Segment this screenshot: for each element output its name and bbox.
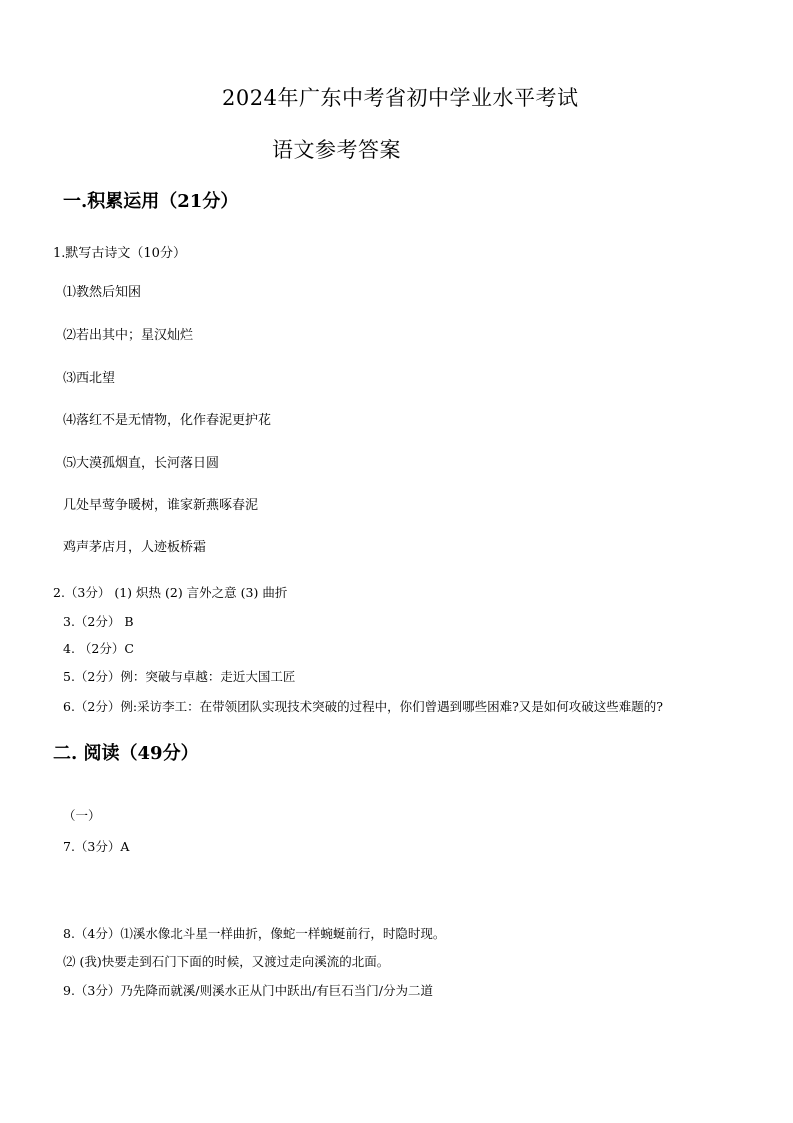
q1-item-5: ⑸大漠孤烟直，长河落日圆	[63, 456, 220, 471]
q1-item-6: 几处早莺争暖树，谁家新燕啄春泥	[63, 498, 259, 513]
q1-item-7: 鸡声茅店月，人迹板桥霜	[63, 540, 207, 555]
question-2: 2.（3分） (1) 炽热 (2) 言外之意 (3) 曲折	[53, 585, 288, 600]
q1-item-1: ⑴教然后知困	[63, 285, 142, 300]
q1-item-3: ⑶西北望	[63, 371, 116, 386]
question-5: 5.（2分）例：突破与卓越：走近大国工匠	[63, 669, 296, 684]
question-9: 9.（3分）乃先降而就溪/则溪水正从门中跃出/有巨石当门/分为二道	[63, 983, 434, 998]
question-1-label: 1.默写古诗文（10分）	[53, 246, 186, 261]
question-7: 7.（3分）A	[63, 839, 130, 854]
question-3: 3.（2分） B	[63, 614, 134, 629]
document-title: 2024年广东中考省初中学业水平考试	[222, 86, 579, 110]
question-8-part-2: ⑵ (我)快要走到石门下面的时候，又渡过走向溪流的北面。	[63, 954, 390, 969]
q1-item-4: ⑷落红不是无情物，化作春泥更护花	[63, 413, 272, 428]
question-8-part-1: 8.（4分）⑴溪水像北斗星一样曲折，像蛇一样蜿蜒前行，时隐时现。	[63, 926, 446, 941]
q1-item-2: ⑵若出其中；星汉灿烂	[63, 328, 194, 343]
question-6: 6.（2分）例:采访李工：在带领团队实现技术突破的过程中，你们曾遇到哪些困难?又是如何攻破这些难题的?	[63, 699, 663, 714]
part-1-label: （一）	[63, 808, 101, 823]
question-4: 4. （2分）C	[63, 641, 134, 656]
section-2-heading: 二. 阅读（49分）	[53, 743, 199, 764]
section-1-heading: 一.积累运用（21分）	[63, 191, 239, 212]
document-subtitle: 语文参考答案	[272, 138, 401, 162]
